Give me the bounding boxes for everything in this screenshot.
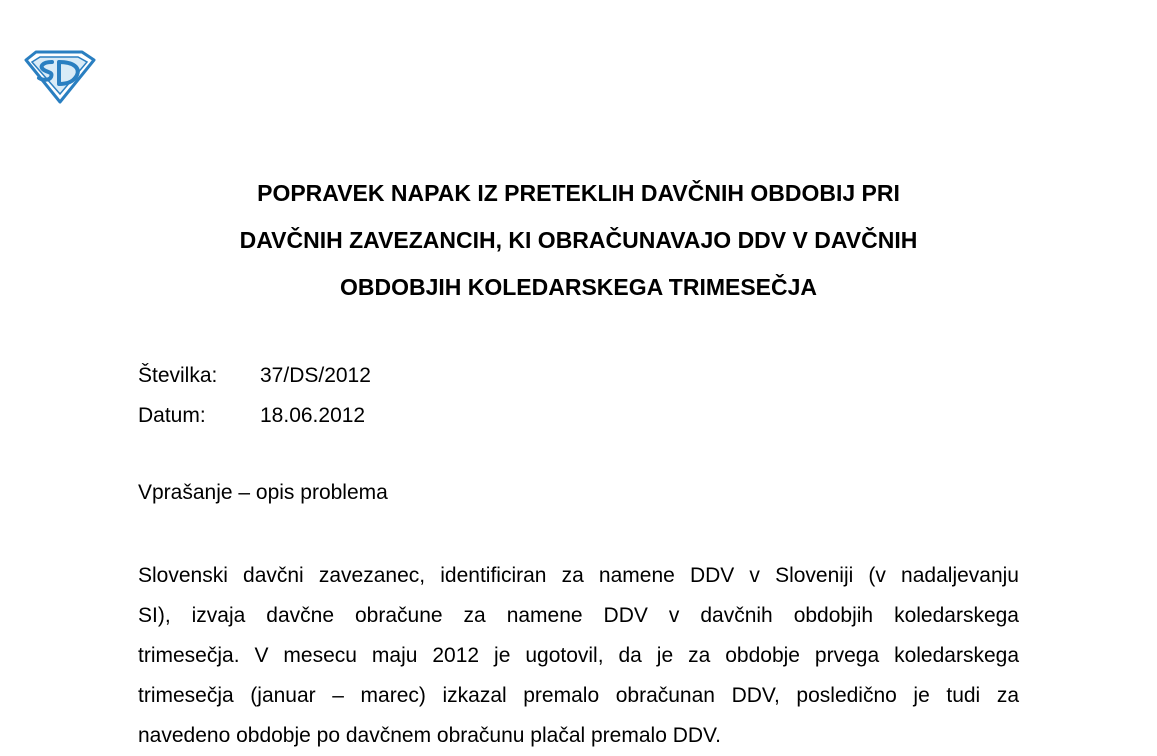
document-meta (138, 356, 371, 436)
sd-diamond-logo-icon (22, 50, 96, 104)
body-line-5: navedeno obdobje po davčnem obračunu plačal premalo DDV. (138, 724, 721, 747)
date-label: Datum: (138, 404, 206, 427)
date-row (138, 396, 371, 436)
date-value: 18.06.2012 (260, 404, 366, 427)
body-paragraph (138, 556, 1019, 756)
number-label: Številka: (138, 364, 218, 387)
title-line-1: POPRAVEK NAPAK IZ PRETEKLIH DAVČNIH OBDOBIJ PRI (257, 180, 900, 206)
number-value: 37/DS/2012 (260, 364, 371, 387)
title-line-3: OBDOBJIH KOLEDARSKEGA TRIMESEČJA (339, 274, 818, 300)
body-line-1: Slovenski davčni zavezanec, identificiran za namene DDV v Sloveniji (v nadaljevanju (138, 564, 1019, 587)
title-line-2: DAVČNIH ZAVEZANCIH, KI OBRAČUNAVAJO DDV V DAVČNIH (239, 227, 918, 253)
number-row (138, 356, 371, 396)
document-title (100, 170, 1057, 311)
body-line-4: trimesečja (januar – marec) izkazal premalo obračunan DDV, posledično je tudi za (138, 684, 1019, 707)
question-heading: Vprašanje – opis problema (138, 481, 388, 504)
body-line-2: SI), izvaja davčne obračune za namene DDV v davčnih obdobjih koledarskega (138, 604, 1019, 627)
body-line-3: trimesečja. V mesecu maju 2012 je ugotovil, da je za obdobje prvega koledarskega (138, 644, 1019, 667)
